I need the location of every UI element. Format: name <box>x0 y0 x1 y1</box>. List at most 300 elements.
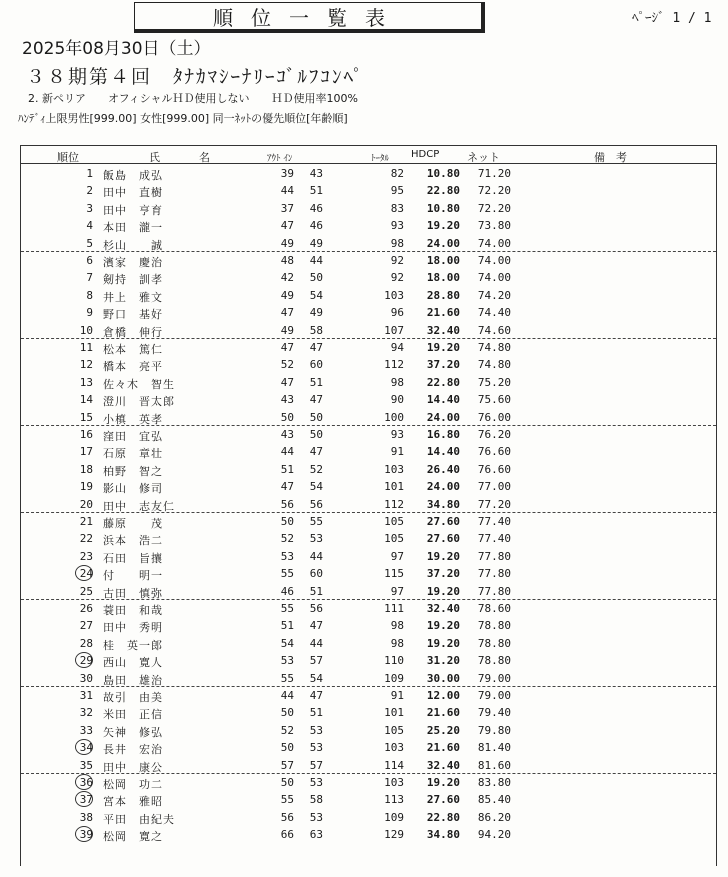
row-in: 57 <box>309 654 323 668</box>
row-hdcp: 25.20 <box>426 723 460 737</box>
row-hdcp: 28.80 <box>426 288 460 302</box>
table-row <box>21 426 716 443</box>
row-hdcp: 24.00 <box>426 236 460 250</box>
row-in: 47 <box>309 619 323 633</box>
row-rank: 3 <box>86 201 93 215</box>
row-total: 82 <box>390 167 404 180</box>
row-hdcp: 24.00 <box>426 480 460 494</box>
table-row <box>21 287 716 304</box>
row-out: 52 <box>280 532 294 546</box>
row-total: 103 <box>384 462 404 476</box>
row-name: 米田 正信 <box>103 708 163 722</box>
row-hdcp: 19.20 <box>426 636 460 650</box>
row-out: 46 <box>280 584 294 598</box>
row-out: 56 <box>280 497 294 511</box>
event-date: 2025年08月30日（土） <box>22 39 211 59</box>
row-hdcp: 19.20 <box>426 776 460 789</box>
row-total: 91 <box>390 689 404 702</box>
row-name: 故引 由美 <box>103 691 163 704</box>
row-hdcp: 22.80 <box>426 375 460 389</box>
row-name: 杉山 誠 <box>103 238 163 252</box>
row-rank: 37 <box>79 793 93 807</box>
row-hdcp: 18.00 <box>426 254 460 267</box>
row-out: 49 <box>280 288 294 302</box>
row-rank: 21 <box>79 515 93 528</box>
row-in: 51 <box>309 184 323 198</box>
row-name: 倉橋 伸行 <box>103 325 163 339</box>
col-out-in: ｱｳﾄ ｲﾝ <box>267 154 293 164</box>
row-out: 47 <box>280 375 294 389</box>
row-hdcp: 21.60 <box>426 741 460 755</box>
row-name: 桂 英一郎 <box>103 638 163 652</box>
row-in: 50 <box>309 271 323 285</box>
row-rank: 36 <box>79 776 93 789</box>
row-name: 石田 旨攘 <box>103 551 163 565</box>
row-rank: 23 <box>79 549 93 563</box>
row-name: 古田 慎弥 <box>103 586 163 600</box>
page-number: ﾍﾟｰｼﾞ 1 / 1 <box>632 11 712 26</box>
row-out: 49 <box>280 323 294 337</box>
row-net: 79.00 <box>477 689 511 702</box>
table-row <box>21 443 716 460</box>
row-net: 85.40 <box>477 793 511 807</box>
row-net: 77.20 <box>477 497 511 511</box>
row-hdcp: 27.60 <box>426 532 460 546</box>
row-rank: 20 <box>79 497 93 511</box>
row-name: 井上 雅文 <box>103 290 163 304</box>
row-total: 129 <box>384 828 404 842</box>
table-row <box>21 478 716 495</box>
row-rank: 39 <box>79 828 93 842</box>
row-out: 55 <box>280 671 294 685</box>
row-net: 75.60 <box>477 393 511 407</box>
row-hdcp: 10.80 <box>426 167 460 180</box>
row-rank: 16 <box>79 428 93 441</box>
row-hdcp: 30.00 <box>426 671 460 685</box>
scoring-rules: 2. 新ペリア オフィシャルＨＤ使用しない ＨＤ使用率100% <box>28 92 359 105</box>
row-net: 74.80 <box>477 341 511 354</box>
row-in: 54 <box>309 671 323 685</box>
row-hdcp: 21.60 <box>426 706 460 720</box>
row-net: 74.00 <box>477 271 511 285</box>
row-out: 48 <box>280 254 294 267</box>
row-in: 50 <box>309 410 323 424</box>
row-rank: 8 <box>86 288 93 302</box>
row-out: 50 <box>280 410 294 424</box>
row-name: 蓑田 和哉 <box>103 604 163 617</box>
row-rank: 26 <box>79 602 93 615</box>
row-net: 74.00 <box>477 254 511 267</box>
table-row <box>21 513 716 530</box>
row-name: 橋本 亮平 <box>103 360 163 374</box>
table-row <box>21 757 716 774</box>
row-in: 63 <box>309 828 323 842</box>
row-total: 109 <box>384 810 404 824</box>
row-out: 51 <box>280 619 294 633</box>
col-total: ﾄｰﾀﾙ <box>371 154 390 164</box>
row-hdcp: 19.20 <box>426 341 460 354</box>
row-out: 50 <box>280 706 294 720</box>
row-rank: 13 <box>79 375 93 389</box>
row-in: 49 <box>309 236 323 250</box>
row-total: 83 <box>390 201 404 215</box>
row-rank: 33 <box>79 723 93 737</box>
col-remarks: 備 考 <box>594 151 627 164</box>
row-hdcp: 24.00 <box>426 410 460 424</box>
row-out: 43 <box>280 393 294 407</box>
row-total: 110 <box>384 654 404 668</box>
row-net: 78.60 <box>477 602 511 615</box>
table-row <box>21 809 716 826</box>
table-row <box>21 617 716 634</box>
row-total: 97 <box>390 584 404 598</box>
row-in: 46 <box>309 219 323 233</box>
row-total: 103 <box>384 288 404 302</box>
row-name: 石原 章壮 <box>103 447 163 461</box>
row-in: 53 <box>309 776 323 789</box>
row-total: 114 <box>384 758 404 772</box>
row-in: 49 <box>309 306 323 320</box>
row-name: 影山 修司 <box>103 482 163 496</box>
table-row <box>21 583 716 600</box>
row-total: 112 <box>384 497 404 511</box>
row-total: 91 <box>390 445 404 459</box>
table-row <box>21 252 716 269</box>
row-name: 澄川 晋太郎 <box>103 395 175 409</box>
handicap-limits: ﾊﾝﾃﾞｨ上限男性[999.00] 女性[999.00] 同一ﾈｯﾄの優先順位[年齢順] <box>18 112 348 125</box>
row-rank: 9 <box>86 306 93 320</box>
row-net: 71.20 <box>477 167 511 180</box>
row-name: 小槙 英孝 <box>103 412 163 426</box>
row-name: 窪田 宜弘 <box>103 430 163 443</box>
col-net: ネット <box>467 151 500 164</box>
row-in: 51 <box>309 375 323 389</box>
row-in: 51 <box>309 584 323 598</box>
row-total: 98 <box>390 636 404 650</box>
row-out: 55 <box>280 793 294 807</box>
row-name: 田中 康公 <box>103 760 163 774</box>
row-rank: 2 <box>86 184 93 198</box>
row-rank: 17 <box>79 445 93 459</box>
row-rank: 12 <box>79 358 93 372</box>
row-out: 47 <box>280 341 294 354</box>
row-total: 98 <box>390 236 404 250</box>
row-total: 100 <box>384 410 404 424</box>
table-row <box>21 774 716 791</box>
row-hdcp: 37.20 <box>426 358 460 372</box>
row-hdcp: 34.80 <box>426 828 460 842</box>
table-row <box>21 826 716 843</box>
table-row <box>21 182 716 199</box>
row-total: 115 <box>384 567 404 581</box>
table-row <box>21 339 716 356</box>
table-row <box>21 687 716 704</box>
row-out: 53 <box>280 654 294 668</box>
row-hdcp: 21.60 <box>426 306 460 320</box>
row-rank: 5 <box>86 236 93 250</box>
col-rank: 順位 <box>57 151 79 164</box>
row-hdcp: 22.80 <box>426 184 460 198</box>
row-name: 田中 直樹 <box>103 186 163 200</box>
table-row <box>21 322 716 339</box>
row-out: 57 <box>280 758 294 772</box>
table-row <box>21 235 716 252</box>
row-in: 50 <box>309 428 323 441</box>
row-hdcp: 32.40 <box>426 602 460 615</box>
row-name: 剱持 訓孝 <box>103 273 163 287</box>
row-in: 60 <box>309 358 323 372</box>
row-out: 50 <box>280 515 294 528</box>
row-name: 長井 宏治 <box>103 743 163 757</box>
row-hdcp: 19.20 <box>426 584 460 598</box>
row-hdcp: 18.00 <box>426 271 460 285</box>
row-in: 47 <box>309 393 323 407</box>
row-out: 52 <box>280 358 294 372</box>
row-rank: 30 <box>79 671 93 685</box>
row-total: 101 <box>384 480 404 494</box>
table-row <box>21 269 716 286</box>
table-row <box>21 600 716 617</box>
row-net: 76.60 <box>477 445 511 459</box>
col-name-given: 名 <box>199 151 210 164</box>
row-total: 97 <box>390 549 404 563</box>
row-in: 44 <box>309 636 323 650</box>
row-out: 55 <box>280 567 294 581</box>
row-hdcp: 26.40 <box>426 462 460 476</box>
row-in: 56 <box>309 602 323 615</box>
row-net: 78.80 <box>477 619 511 633</box>
row-net: 74.00 <box>477 236 511 250</box>
row-in: 53 <box>309 532 323 546</box>
row-total: 113 <box>384 793 404 807</box>
row-total: 103 <box>384 741 404 755</box>
table-row <box>21 548 716 565</box>
page-title: 順位一覧表 <box>134 2 485 33</box>
row-in: 58 <box>309 323 323 337</box>
table-row <box>21 374 716 391</box>
row-net: 74.20 <box>477 288 511 302</box>
row-net: 76.60 <box>477 462 511 476</box>
row-in: 53 <box>309 810 323 824</box>
row-in: 57 <box>309 758 323 772</box>
row-hdcp: 32.40 <box>426 323 460 337</box>
row-net: 79.40 <box>477 706 511 720</box>
row-total: 90 <box>390 393 404 407</box>
row-in: 43 <box>309 167 323 180</box>
row-hdcp: 19.20 <box>426 619 460 633</box>
row-total: 92 <box>390 271 404 285</box>
row-total: 112 <box>384 358 404 372</box>
row-out: 37 <box>280 201 294 215</box>
row-hdcp: 19.20 <box>426 219 460 233</box>
row-net: 86.20 <box>477 810 511 824</box>
row-total: 105 <box>384 723 404 737</box>
row-rank: 35 <box>79 758 93 772</box>
row-name: 島田 雄治 <box>103 673 163 687</box>
row-rank: 10 <box>79 323 93 337</box>
row-total: 96 <box>390 306 404 320</box>
row-net: 74.40 <box>477 306 511 320</box>
row-name: 平田 由紀夫 <box>103 812 175 826</box>
row-hdcp: 14.40 <box>426 445 460 459</box>
row-total: 94 <box>390 341 404 354</box>
row-net: 78.80 <box>477 636 511 650</box>
row-out: 47 <box>280 306 294 320</box>
row-name: 濱家 慶治 <box>103 256 163 269</box>
col-name-family: 氏 <box>149 151 160 164</box>
table-header <box>21 146 716 163</box>
row-total: 103 <box>384 776 404 789</box>
row-total: 92 <box>390 254 404 267</box>
row-in: 55 <box>309 515 323 528</box>
row-rank: 15 <box>79 410 93 424</box>
row-out: 53 <box>280 549 294 563</box>
row-net: 77.80 <box>477 567 511 581</box>
table-row <box>21 391 716 408</box>
table-row <box>21 496 716 513</box>
table-row <box>21 565 716 582</box>
row-out: 44 <box>280 184 294 198</box>
row-name: 付 明一 <box>103 569 163 583</box>
row-net: 76.00 <box>477 410 511 424</box>
table-row <box>21 652 716 669</box>
row-out: 56 <box>280 810 294 824</box>
row-rank: 18 <box>79 462 93 476</box>
row-in: 58 <box>309 793 323 807</box>
row-out: 50 <box>280 776 294 789</box>
row-net: 74.80 <box>477 358 511 372</box>
row-out: 49 <box>280 236 294 250</box>
row-net: 77.80 <box>477 584 511 598</box>
row-total: 107 <box>384 323 404 337</box>
row-hdcp: 12.00 <box>426 689 460 702</box>
row-net: 77.40 <box>477 515 511 528</box>
row-total: 105 <box>384 515 404 528</box>
event-name: ３８期第４回 ﾀﾅｶﾏｼｰﾅﾘｰｺﾞﾙﾌｺﾝﾍﾟ <box>26 66 365 88</box>
row-rank: 19 <box>79 480 93 494</box>
row-rank: 25 <box>79 584 93 598</box>
row-in: 54 <box>309 480 323 494</box>
row-rank: 14 <box>79 393 93 407</box>
row-in: 46 <box>309 201 323 215</box>
row-name: 浜本 浩二 <box>103 534 163 548</box>
row-out: 55 <box>280 602 294 615</box>
row-out: 39 <box>280 167 294 180</box>
table-row <box>21 704 716 721</box>
row-rank: 22 <box>79 532 93 546</box>
row-name: 藤原 茂 <box>103 517 163 530</box>
row-name: 田中 亨育 <box>103 203 163 217</box>
row-net: 76.20 <box>477 428 511 441</box>
row-total: 93 <box>390 428 404 441</box>
row-rank: 29 <box>79 654 93 668</box>
row-net: 73.80 <box>477 219 511 233</box>
row-total: 111 <box>384 602 404 615</box>
row-in: 47 <box>309 689 323 702</box>
row-rank: 11 <box>79 341 93 354</box>
row-net: 79.80 <box>477 723 511 737</box>
row-rank: 34 <box>79 741 93 755</box>
row-name: 本田 瀧一 <box>103 221 163 235</box>
table-row <box>21 722 716 739</box>
row-out: 44 <box>280 689 294 702</box>
row-name: 宮本 雅昭 <box>103 795 163 809</box>
row-out: 47 <box>280 219 294 233</box>
table-row <box>21 530 716 547</box>
row-rank: 24 <box>79 567 93 581</box>
row-out: 51 <box>280 462 294 476</box>
table-row <box>21 670 716 687</box>
row-in: 44 <box>309 254 323 267</box>
row-net: 74.60 <box>477 323 511 337</box>
table-row <box>21 739 716 756</box>
col-hdcp: HDCP <box>411 149 440 160</box>
row-net: 72.20 <box>477 201 511 215</box>
row-in: 47 <box>309 445 323 459</box>
row-name: 野口 基好 <box>103 308 163 322</box>
row-in: 44 <box>309 549 323 563</box>
row-out: 47 <box>280 480 294 494</box>
row-hdcp: 19.20 <box>426 549 460 563</box>
table-row <box>21 200 716 217</box>
row-net: 81.40 <box>477 741 511 755</box>
table-row <box>21 461 716 478</box>
row-rank: 7 <box>86 271 93 285</box>
row-rank: 4 <box>86 219 93 233</box>
row-out: 50 <box>280 741 294 755</box>
row-total: 93 <box>390 219 404 233</box>
row-hdcp: 32.40 <box>426 758 460 772</box>
row-name: 西山 寛人 <box>103 656 163 670</box>
row-name: 松岡 功二 <box>103 778 163 791</box>
row-hdcp: 27.60 <box>426 793 460 807</box>
table-row <box>21 409 716 426</box>
row-name: 飯島 成弘 <box>103 169 163 182</box>
row-out: 52 <box>280 723 294 737</box>
row-total: 95 <box>390 184 404 198</box>
row-name: 田中 秀明 <box>103 621 163 635</box>
row-name: 松岡 寛之 <box>103 830 163 844</box>
row-hdcp: 27.60 <box>426 515 460 528</box>
row-net: 94.20 <box>477 828 511 842</box>
row-in: 56 <box>309 497 323 511</box>
row-out: 54 <box>280 636 294 650</box>
row-hdcp: 16.80 <box>426 428 460 441</box>
row-hdcp: 22.80 <box>426 810 460 824</box>
row-name: 柏野 智之 <box>103 464 163 478</box>
row-net: 81.60 <box>477 758 511 772</box>
row-in: 47 <box>309 341 323 354</box>
row-rank: 27 <box>79 619 93 633</box>
row-in: 53 <box>309 741 323 755</box>
row-in: 53 <box>309 723 323 737</box>
row-total: 101 <box>384 706 404 720</box>
row-net: 77.40 <box>477 532 511 546</box>
row-net: 77.80 <box>477 549 511 563</box>
row-out: 66 <box>280 828 294 842</box>
row-total: 105 <box>384 532 404 546</box>
row-name: 矢神 修弘 <box>103 725 163 739</box>
row-in: 60 <box>309 567 323 581</box>
table-row <box>21 217 716 234</box>
row-rank: 1 <box>86 167 93 180</box>
row-in: 51 <box>309 706 323 720</box>
row-net: 77.00 <box>477 480 511 494</box>
row-rank: 32 <box>79 706 93 720</box>
row-total: 98 <box>390 619 404 633</box>
row-in: 54 <box>309 288 323 302</box>
row-hdcp: 14.40 <box>426 393 460 407</box>
